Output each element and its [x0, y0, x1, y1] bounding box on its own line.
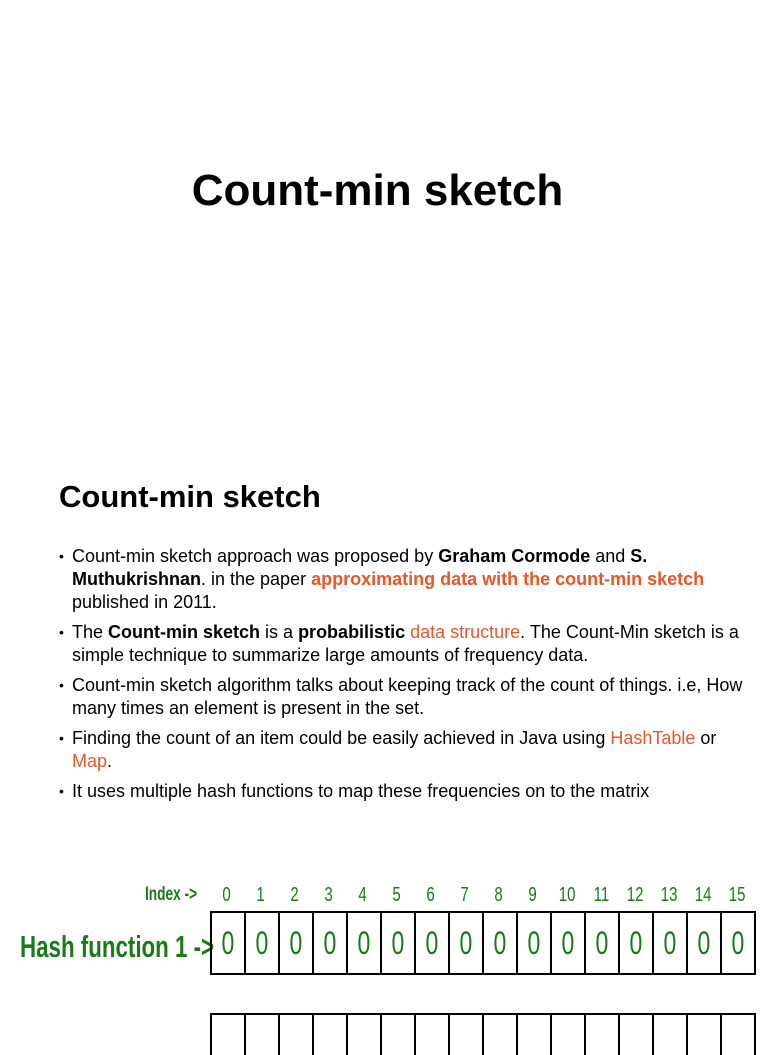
index-cell: 2 — [290, 884, 300, 906]
text-segment: or — [695, 728, 717, 748]
link-text[interactable]: data structure — [410, 622, 521, 642]
matrix-cell: 0 — [416, 913, 450, 973]
bold-text: Graham Cormode — [438, 546, 591, 566]
index-cell: 4 — [358, 884, 368, 906]
matrix-cell: 0 — [382, 913, 416, 973]
matrix-cell — [484, 1015, 518, 1055]
hash-function-label: Hash function 1 -> — [20, 929, 215, 964]
matrix-cell — [212, 1015, 246, 1055]
matrix-cell — [280, 1015, 314, 1055]
bullet-item — [59, 727, 749, 773]
bullet-item — [59, 545, 749, 614]
matrix-cell: 0 — [552, 913, 586, 973]
index-cell: 14 — [694, 884, 712, 906]
text-segment: Count-min sketch approach was proposed by — [72, 546, 439, 566]
matrix-cell: 0 — [722, 913, 756, 973]
text-segment: It uses multiple hash functions to map these frequencies on to the matrix — [72, 781, 650, 801]
bullet-item — [59, 621, 749, 667]
bold-text: probabilistic — [298, 622, 406, 642]
matrix-cell: 0 — [348, 913, 382, 973]
index-cell: 10 — [558, 884, 576, 906]
bold-text: Count-min sketch — [108, 622, 261, 642]
matrix-cell — [348, 1015, 382, 1055]
matrix-cell — [246, 1015, 280, 1055]
matrix-cell: 0 — [586, 913, 620, 973]
matrix-cell: 0 — [280, 913, 314, 973]
index-row — [210, 884, 754, 907]
bullet-item — [59, 780, 749, 803]
bullet-list — [59, 545, 749, 810]
index-cell: 6 — [426, 884, 436, 906]
index-cell: 5 — [392, 884, 402, 906]
matrix-cell — [552, 1015, 586, 1055]
slide-title: Count-min sketch — [191, 166, 564, 215]
text-segment: . in the paper — [201, 569, 312, 589]
index-cell: 3 — [324, 884, 334, 906]
matrix-cell — [654, 1015, 688, 1055]
matrix-cell — [722, 1015, 756, 1055]
text-segment: Finding the count of an item could be easily achieved in Java using — [72, 728, 611, 748]
matrix-cell: 0 — [484, 913, 518, 973]
matrix-cell: 0 — [450, 913, 484, 973]
section-title: Count-min sketch — [59, 479, 321, 514]
bold-text: S. Muthukrishnan — [72, 546, 648, 589]
matrix-cell — [620, 1015, 654, 1055]
matrix-cell: 0 — [688, 913, 722, 973]
index-cell: 7 — [460, 884, 470, 906]
text-segment: published in 2011. — [72, 592, 217, 612]
index-label: Index -> — [145, 884, 198, 905]
matrix-cell — [416, 1015, 450, 1055]
matrix-cell — [450, 1015, 484, 1055]
index-cell: 15 — [728, 884, 746, 906]
matrix-cell: 0 — [212, 913, 246, 973]
link-text[interactable]: HashTable — [610, 728, 696, 748]
matrix-cell: 0 — [620, 913, 654, 973]
index-cell: 0 — [222, 884, 232, 906]
count-row-1 — [210, 911, 756, 975]
link-text[interactable]: approximating data with the count-min sketch — [311, 569, 705, 589]
matrix-cell: 0 — [518, 913, 552, 973]
index-cell: 13 — [660, 884, 678, 906]
text-segment: is a — [260, 622, 299, 642]
text-segment: The — [72, 622, 109, 642]
matrix-cell — [518, 1015, 552, 1055]
count-row-2 — [210, 1013, 756, 1055]
index-cell: 12 — [626, 884, 644, 906]
index-cell: 1 — [256, 884, 266, 906]
text-segment: and — [590, 546, 631, 566]
matrix-cell: 0 — [314, 913, 348, 973]
text-segment: . — [107, 751, 113, 771]
index-cell: 8 — [494, 884, 504, 906]
link-text[interactable]: Map — [72, 751, 108, 771]
index-cell: 11 — [593, 884, 609, 906]
matrix-cell — [586, 1015, 620, 1055]
matrix-cell: 0 — [246, 913, 280, 973]
matrix-cell — [688, 1015, 722, 1055]
matrix-cell — [382, 1015, 416, 1055]
text-segment: Count-min sketch algorithm talks about keeping track of the count of things. i.e, How many times an element is present in the set. — [72, 675, 743, 718]
index-cell: 9 — [528, 884, 538, 906]
matrix-cell — [314, 1015, 348, 1055]
matrix-cell: 0 — [654, 913, 688, 973]
bullet-item — [59, 674, 749, 720]
text-segment: . The Count-Min sketch is a simple technique to summarize large amounts of frequency data. — [72, 622, 739, 665]
